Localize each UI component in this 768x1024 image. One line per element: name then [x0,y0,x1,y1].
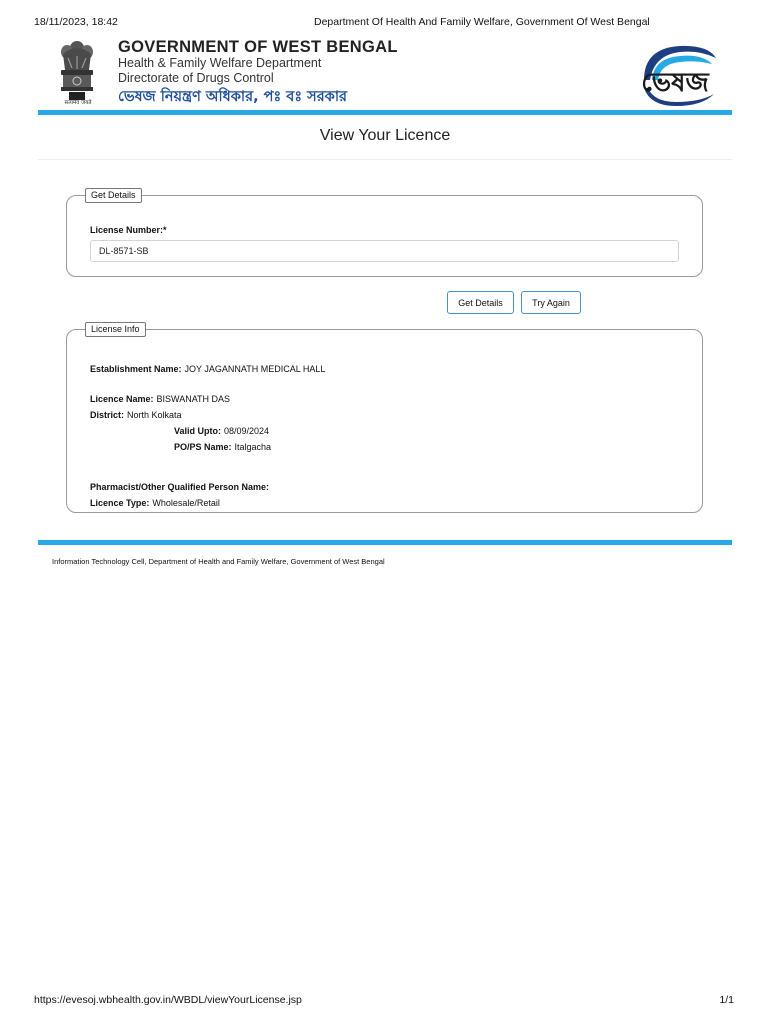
district-value: North Kolkata [127,410,182,420]
licence-type-row [90,498,220,508]
logo-text: ভেষজ [641,68,709,98]
po-ps-value: Italgacha [234,442,272,452]
get-details-section [66,188,703,277]
pharmacist-row [90,482,272,492]
establishment-label: Establishment Name: [90,364,182,374]
valid-upto-label: Valid Upto: [174,426,221,436]
bheshoj-logo [630,40,720,110]
site-banner [38,36,732,116]
header-accent-bar [38,110,732,115]
district-row [90,410,182,420]
licence-type-label: Licence Type: [90,498,150,508]
print-datetime: 18/11/2023, 18:42 [34,16,118,28]
print-footer [34,994,734,1008]
licence-type-value: Wholesale/Retail [152,498,220,508]
print-url: https://evesoj.wbhealth.gov.in/WBDL/viewYourLicense.jsp [34,994,302,1006]
emblem-motto: सत्यमेव जयते [64,100,92,106]
establishment-row [90,364,325,374]
licence-name-row [90,394,230,404]
po-ps-label: PO/PS Name: [174,442,232,452]
licence-name-label: Licence Name: [90,394,154,404]
valid-upto-value: 08/09/2024 [224,426,270,436]
print-page-number: 1/1 [719,994,734,1006]
footer-credit: Information Technology Cell, Department of Health and Family Welfare, Government of West Bengal [52,557,385,566]
print-header [34,16,734,30]
license-info-legend: License Info [85,322,146,337]
get-details-button[interactable]: Get Details [447,291,514,314]
footer-accent-bar [38,540,732,545]
license-number-label: License Number:* [90,225,167,235]
department-line: Health & Family Welfare Department [118,56,322,70]
po-ps-row [174,442,271,452]
license-info-section [66,322,703,513]
licence-name-value: BISWANATH DAS [156,394,231,404]
license-number-input[interactable] [90,240,679,262]
establishment-value: JOY JAGANNATH MEDICAL HALL [184,364,326,374]
pharmacist-label: Pharmacist/Other Qualified Person Name: [90,482,270,492]
government-title: GOVERNMENT OF WEST BENGAL [118,38,398,56]
title-divider [38,159,732,160]
try-again-button[interactable]: Try Again [521,291,581,314]
bengali-directorate-line: ভেষজ নিয়ন্ত্রণ অধিকার, পঃ বঃ সরকার [118,89,347,105]
page-title: View Your Licence [319,127,451,144]
district-label: District: [90,410,125,420]
directorate-line: Directorate of Drugs Control [118,71,274,85]
print-page-title: Department Of Health And Family Welfare, Government Of West Bengal [314,16,650,28]
get-details-legend: Get Details [85,188,142,203]
valid-upto-row [174,426,269,436]
